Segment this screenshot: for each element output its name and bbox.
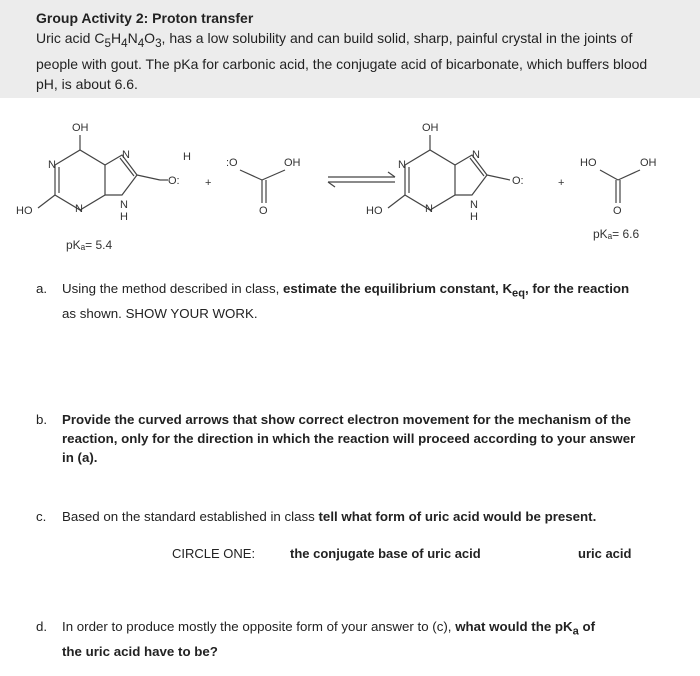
question-b-text (62, 410, 635, 467)
intro-part4: O (144, 30, 156, 46)
reaction-scheme (0, 98, 700, 268)
b-line1: Provide the curved arrows that show correct electron movement for the mechanism of the (62, 412, 631, 427)
a-bold-sub: eq (512, 287, 525, 300)
left-n2: N (122, 149, 130, 161)
left-ho: HO (16, 205, 33, 217)
acid-ho: HO (580, 157, 597, 169)
a-text1: Using the method described in class, (62, 281, 283, 296)
activity-title: Group Activity 2: Proton transfer (36, 10, 254, 26)
intro-sub2: 4 (121, 36, 128, 50)
right-n2: N (472, 149, 480, 161)
option-uric-acid[interactable]: uric acid (578, 546, 632, 561)
option-conjugate-base[interactable]: the conjugate base of uric acid (290, 546, 481, 561)
intro-rest: , has a low solubility and can build solid, sharp, painful crystal in the joints of people with gout. The pKa for carbonic acid, the conjugate acid of bicarbonate, which buffers blood pH, is about 6.6. (36, 30, 648, 92)
pka-left: pKₐ= 5.4 (66, 238, 113, 252)
circle-one-label: CIRCLE ONE: (172, 546, 256, 561)
question-b-label: b. (36, 412, 48, 427)
left-n3: N (75, 203, 83, 215)
question-a-label: a. (36, 281, 48, 296)
left-n1: N (48, 159, 56, 171)
plus-2: + (558, 177, 565, 189)
acid-oh: OH (640, 157, 657, 169)
a-text2: as shown. SHOW YOUR WORK. (62, 305, 258, 321)
c-bold: tell what form of uric acid would be present. (318, 509, 597, 524)
d-bold-sub: a (572, 625, 579, 638)
question-c-text (62, 507, 596, 526)
intro-sub4: 3 (155, 36, 162, 50)
intro-header (0, 0, 700, 98)
intro-text (36, 8, 656, 94)
right-oh: OH (422, 122, 439, 134)
left-h1: H (183, 151, 191, 163)
right-o-minus: O: (512, 175, 524, 187)
question-d-text (62, 617, 595, 661)
d-text1: In order to produce mostly the opposite form of your answer to (c), (62, 619, 456, 634)
question-a-text (62, 279, 629, 323)
b-line3: in (a). (62, 450, 98, 465)
pka-right: pKₐ= 6.6 (593, 227, 640, 241)
left-o: O: (168, 175, 180, 187)
acid-o: O (613, 205, 622, 217)
intro-sub3: 4 (137, 36, 145, 50)
bicarb-o-minus: :O (226, 157, 238, 169)
left-n4: N (120, 199, 128, 211)
d-bold3: the uric acid have to be? (62, 643, 218, 659)
right-n4: N (470, 199, 478, 211)
plus-1: + (205, 177, 212, 189)
intro-part2: H (110, 30, 122, 46)
intro-part1: Uric acid C (36, 30, 105, 46)
right-h1: H (470, 211, 478, 223)
intro-part3: N (127, 30, 138, 46)
right-ho: HO (366, 205, 383, 217)
question-d-label: d. (36, 619, 48, 634)
c-text1: Based on the standard established in class (62, 509, 319, 524)
b-line2: reaction, only for the direction in which the reaction will proceed according to your answer (62, 431, 636, 446)
question-c-label: c. (36, 509, 47, 524)
d-bold1: what would the pK (455, 619, 573, 634)
a-bold2: , for the reaction (524, 281, 630, 296)
d-bold2: of (578, 619, 596, 634)
a-bold1: estimate the equilibrium constant, K (283, 281, 513, 296)
left-h2: H (120, 211, 128, 223)
bicarb-o: O (259, 205, 268, 217)
bicarb-oh: OH (284, 157, 301, 169)
right-n1: N (398, 159, 406, 171)
intro-sub1: 5 (104, 36, 111, 50)
right-n3: N (425, 203, 433, 215)
left-oh: OH (72, 122, 89, 134)
